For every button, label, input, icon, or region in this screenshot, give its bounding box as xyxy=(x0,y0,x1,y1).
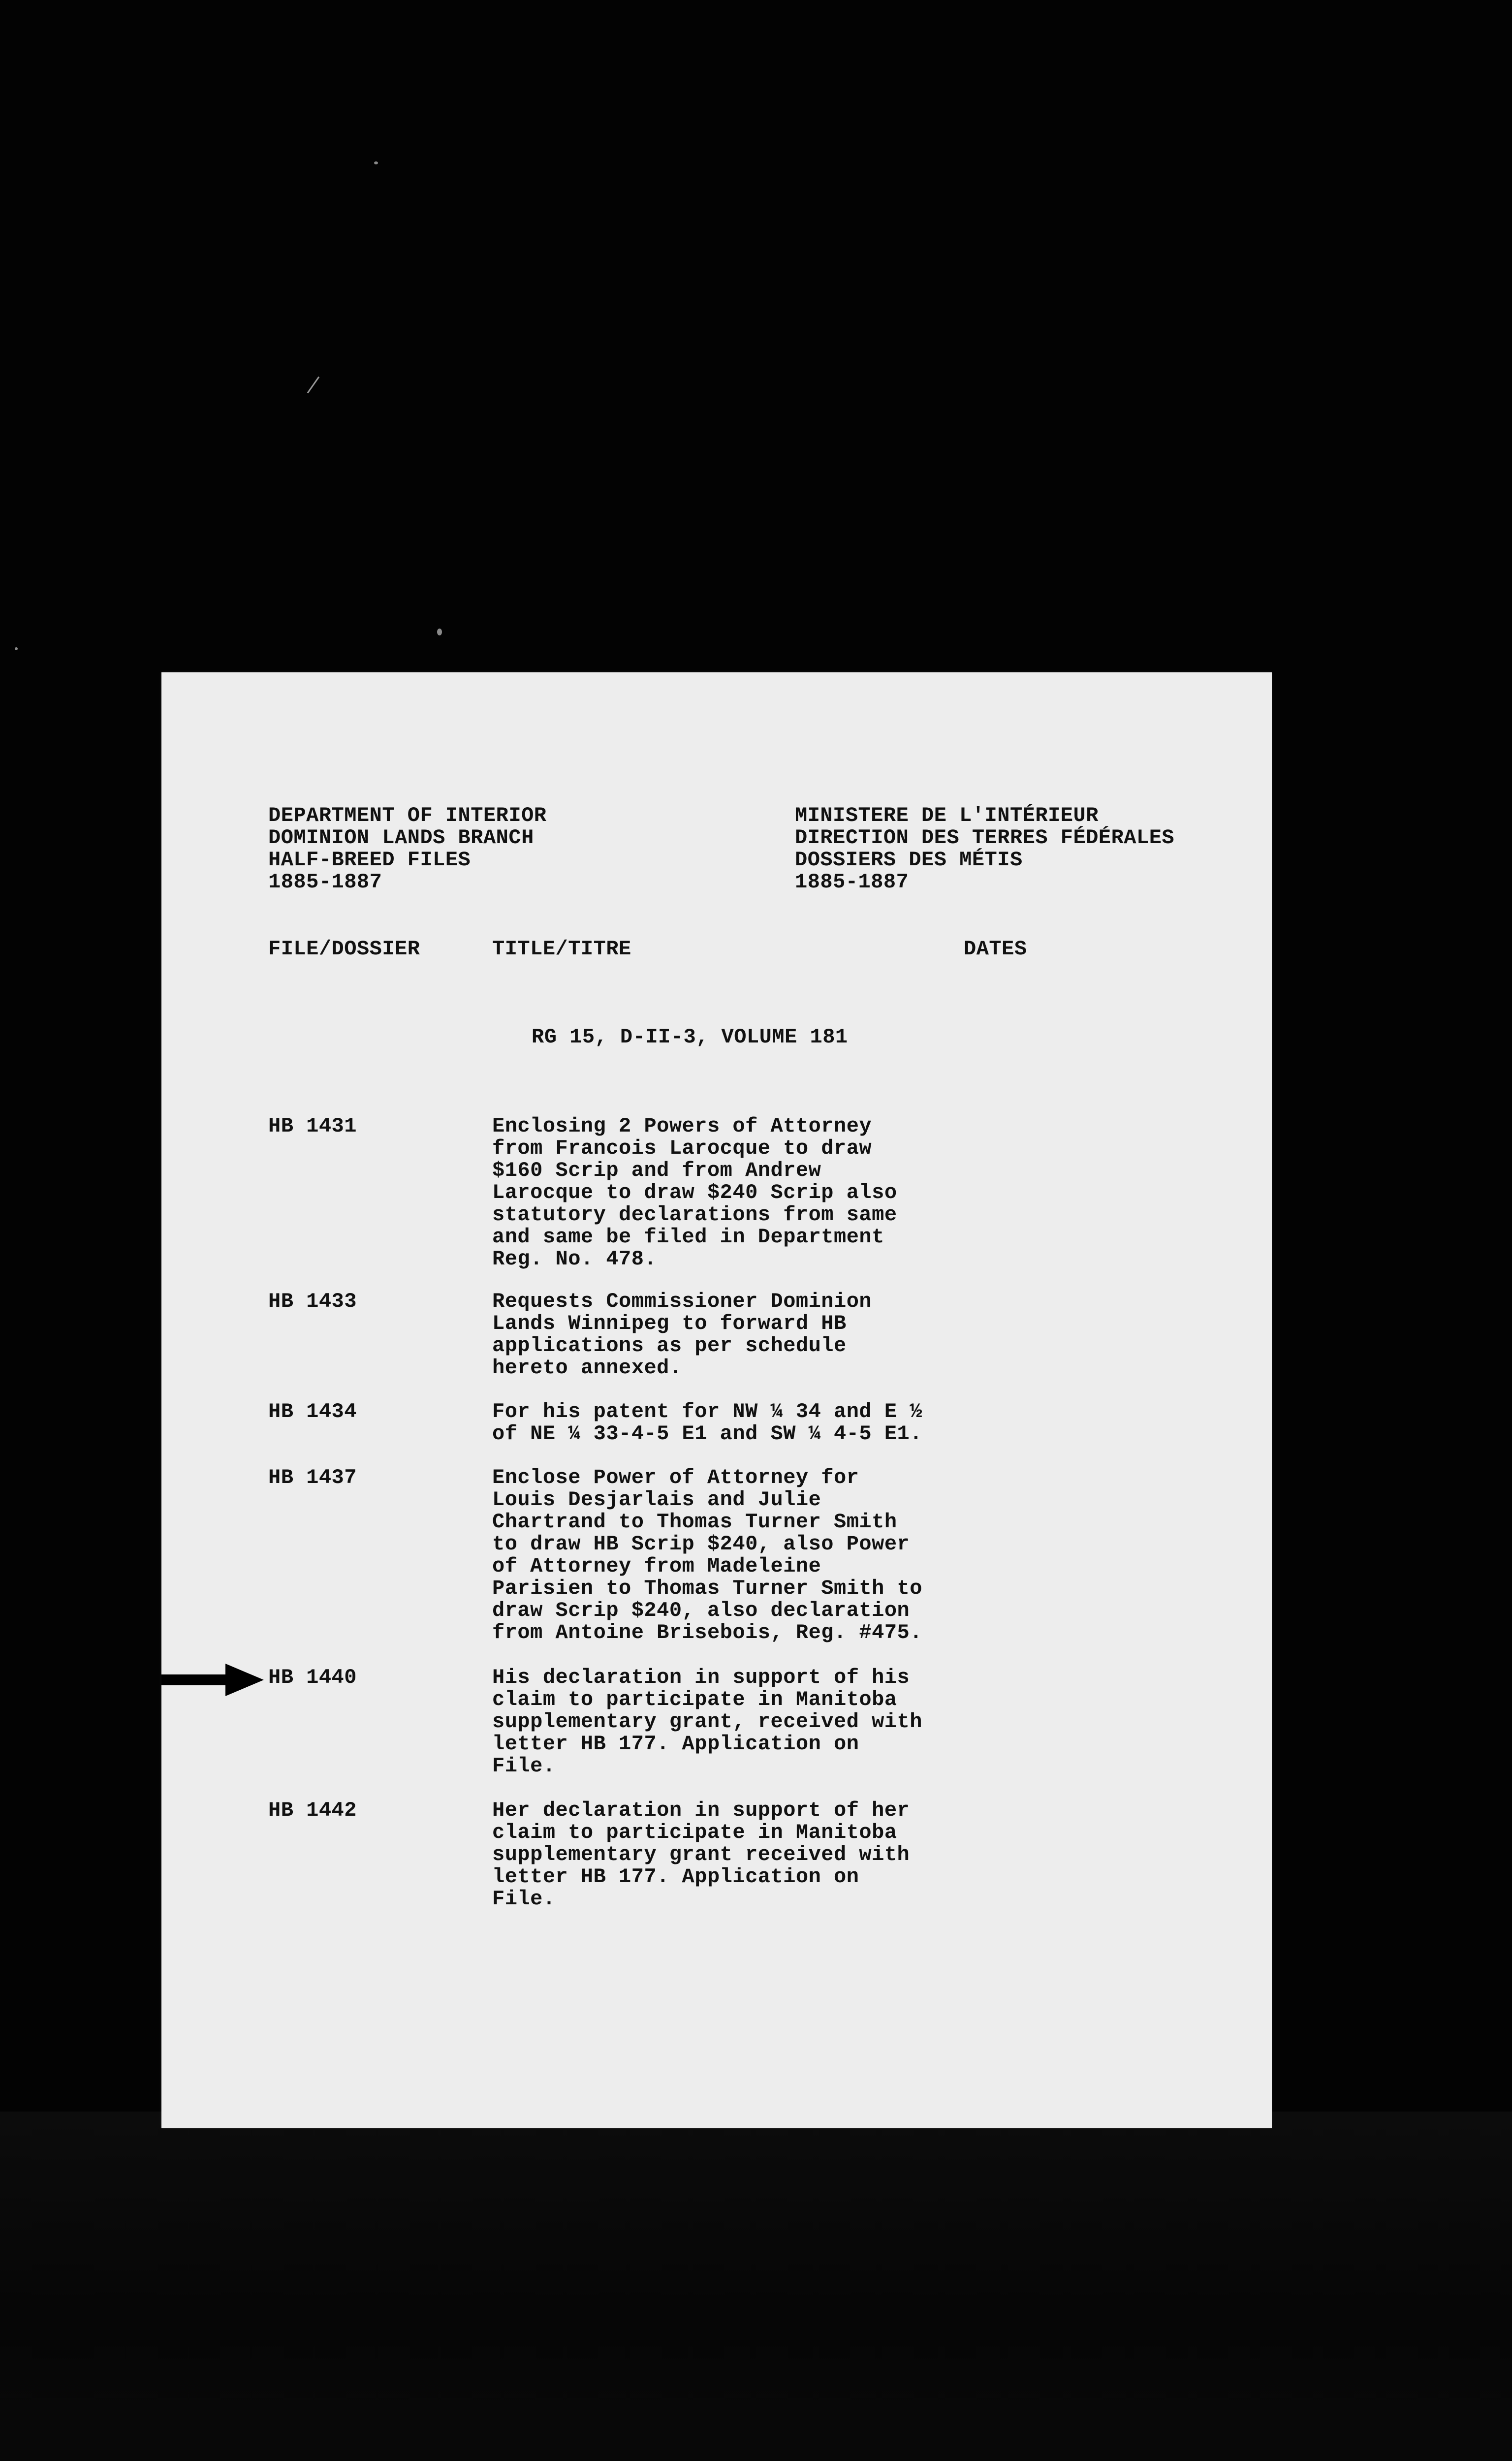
file-number: HB 1434 xyxy=(268,1400,357,1423)
file-number: HB 1442 xyxy=(268,1798,357,1822)
column-header-file: FILE/DOSSIER xyxy=(268,937,420,961)
file-title: Enclose Power of Attorney for Louis Desjarlais and Julie Chartrand to Thomas Turner Smith to draw HB Scrip $240, also Power of Attorney from Madeleine Parisien to Thomas Turner Smith to draw Scrip $240, also declaration from Antoine Brisebois, Reg. #475. xyxy=(492,1466,922,1644)
film-speck xyxy=(437,629,442,635)
header-left-line1: DEPARTMENT OF INTERIOR xyxy=(268,804,547,827)
header-right-line1: MINISTERE DE L'INTÉRIEUR xyxy=(795,804,1099,827)
header-right-line2: DIRECTION DES TERRES FÉDÉRALES xyxy=(795,826,1175,850)
film-speck xyxy=(15,647,18,650)
volume-reference: RG 15, D-II-3, VOLUME 181 xyxy=(532,1025,848,1049)
film-speck xyxy=(374,161,378,164)
file-title: For his patent for NW ¼ 34 and E ½ of NE ¼ 33-4-5 E1 and SW ¼ 4-5 E1. xyxy=(492,1400,922,1446)
film-lower-band xyxy=(0,2112,1512,2461)
file-title: Her declaration in support of her claim to participate in Manitoba supplementary grant received with letter HB 177. Application on File. xyxy=(492,1798,910,1911)
header-left-line2: DOMINION LANDS BRANCH xyxy=(268,826,534,850)
file-number: HB 1433 xyxy=(268,1290,357,1313)
header-left-line4: 1885-1887 xyxy=(268,870,382,894)
file-title: His declaration in support of his claim to participate in Manitoba supplementary grant, received with letter HB 177. Application on File. xyxy=(492,1666,922,1778)
file-title: Enclosing 2 Powers of Attorney from Francois Larocque to draw $160 Scrip and from Andrew Larocque to draw $240 Scrip also statutory declarations from same and same be filed in Department Reg. No. 478. xyxy=(492,1114,897,1271)
pointer-arrow-icon xyxy=(161,1663,265,1697)
file-number: HB 1440 xyxy=(268,1666,357,1689)
document-page xyxy=(161,672,1272,2128)
file-number: HB 1437 xyxy=(268,1466,357,1489)
column-header-title: TITLE/TITRE xyxy=(492,937,631,961)
column-header-dates: DATES xyxy=(964,937,1027,961)
header-left-line3: HALF-BREED FILES xyxy=(268,848,471,872)
file-title: Requests Commissioner Dominion Lands Winnipeg to forward HB applications as per schedule hereto annexed. xyxy=(492,1290,872,1380)
header-right-line3: DOSSIERS DES MÉTIS xyxy=(795,848,1023,872)
header-right-line4: 1885-1887 xyxy=(795,870,909,894)
file-number: HB 1431 xyxy=(268,1114,357,1138)
